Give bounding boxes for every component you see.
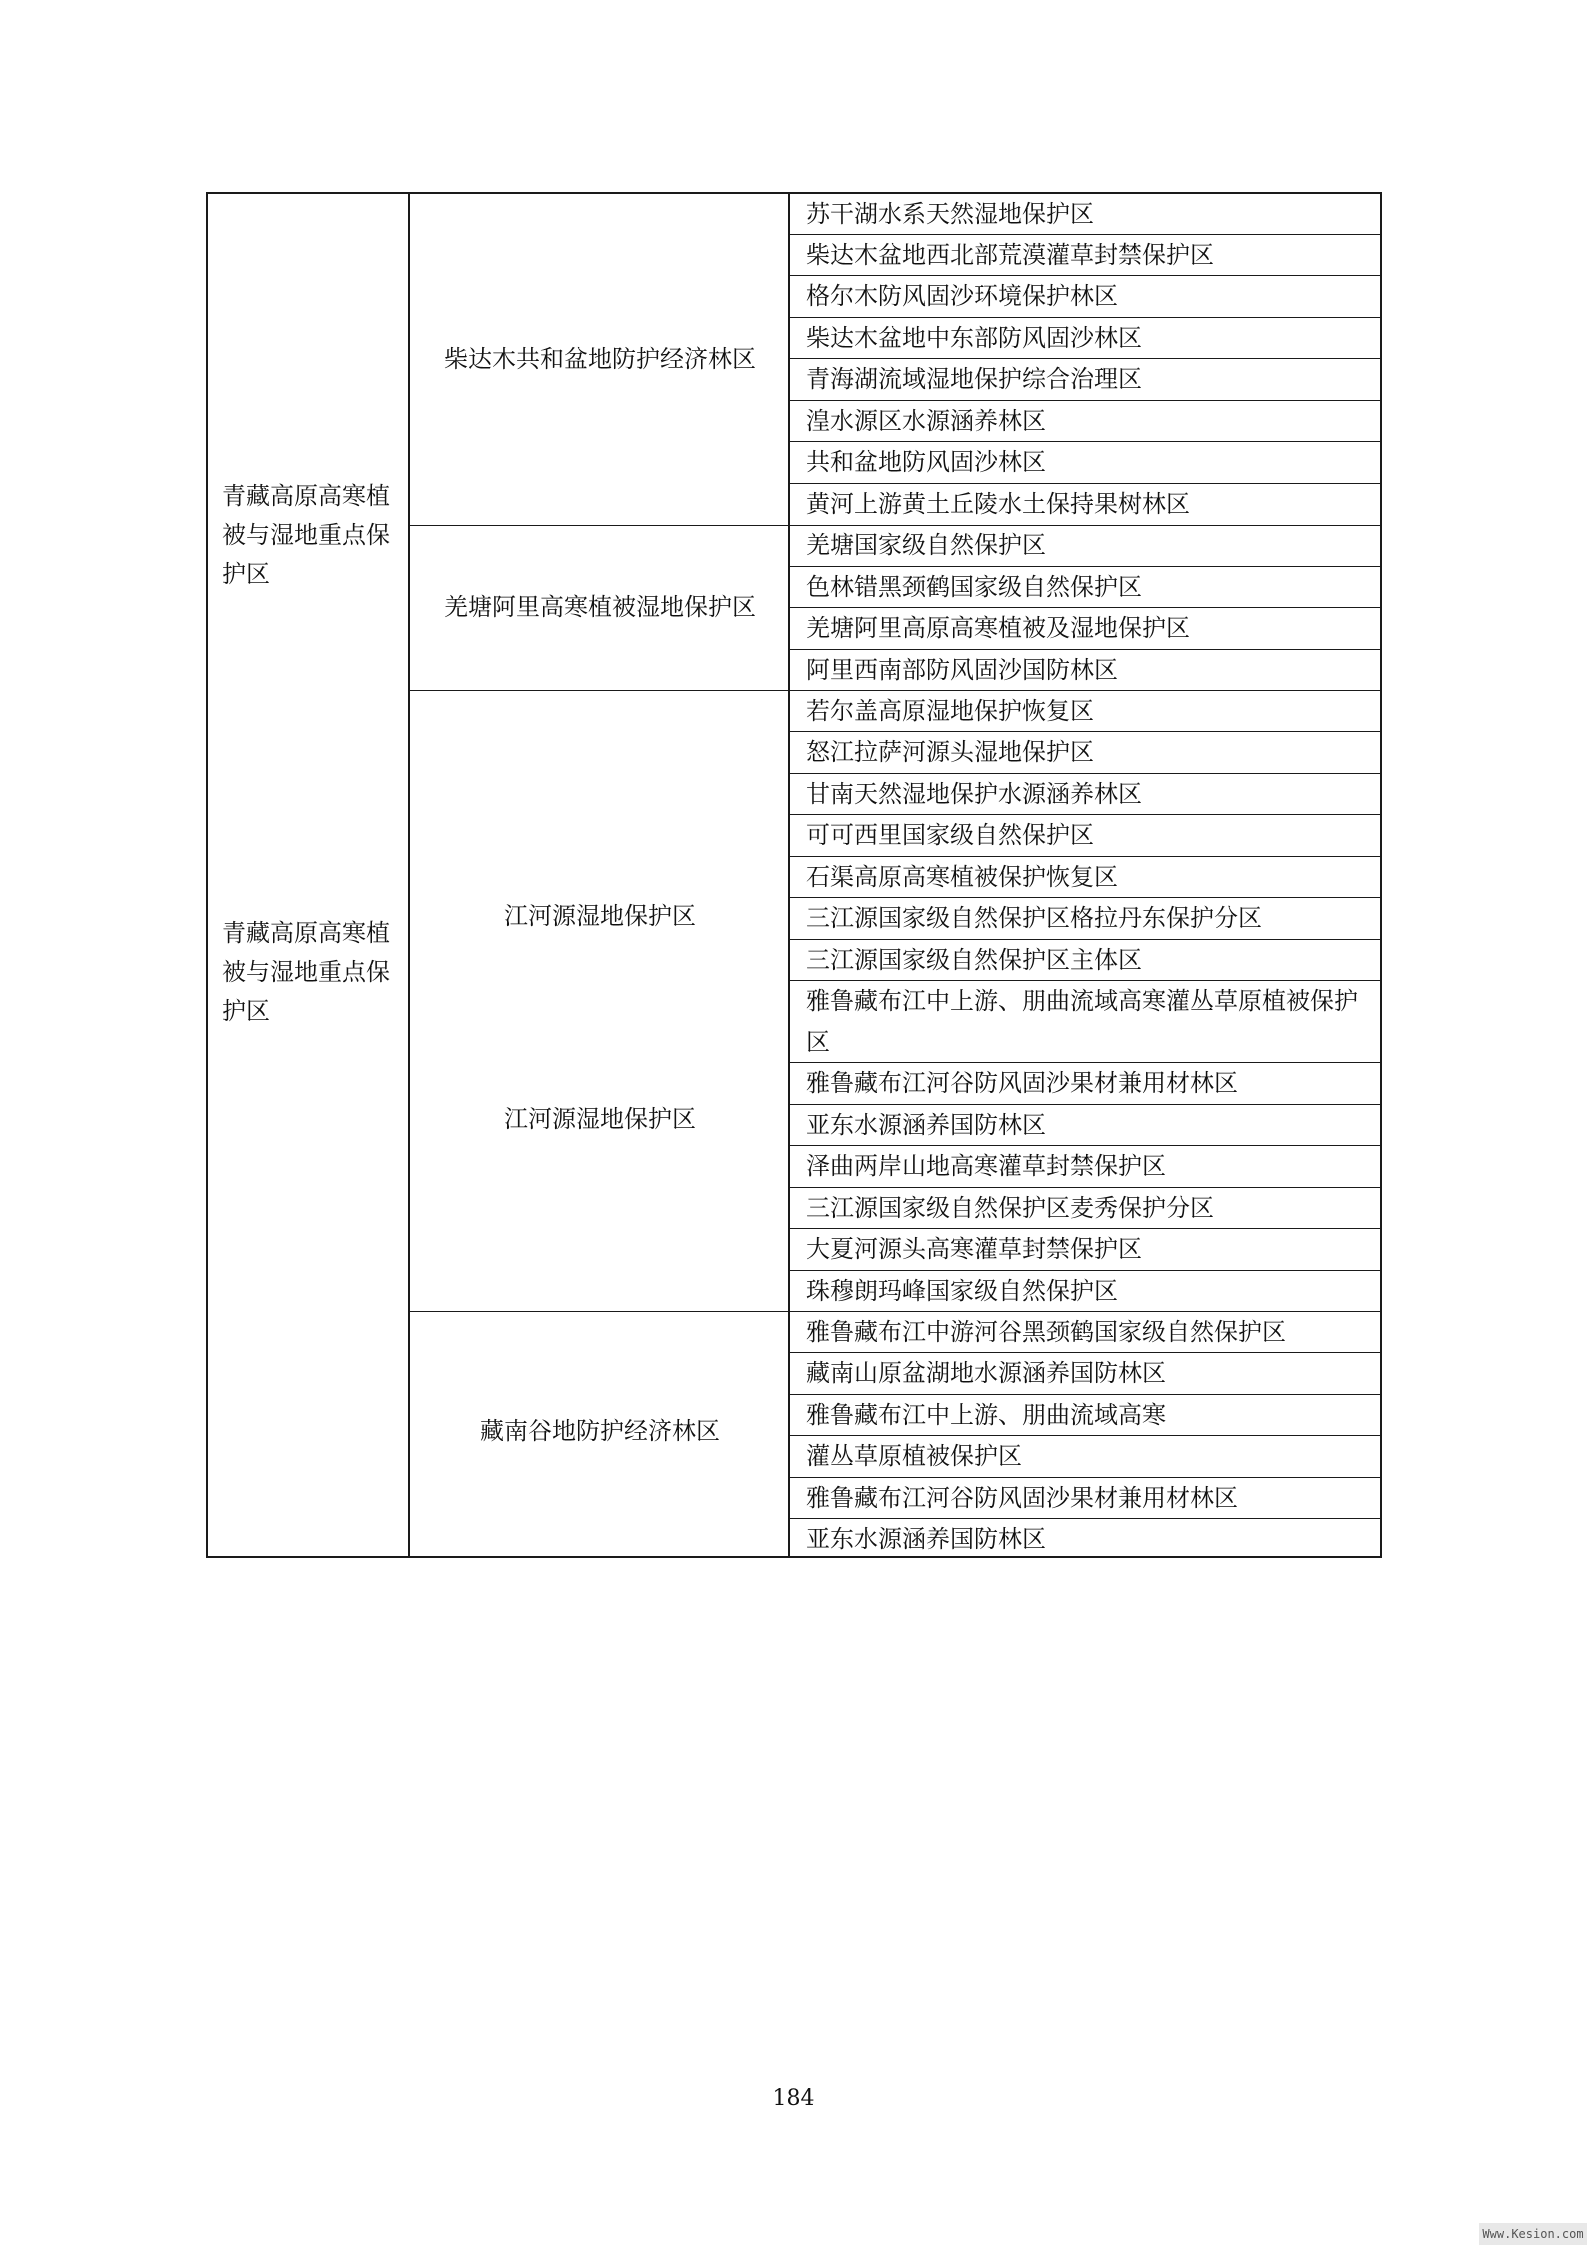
table-row: 阿里西南部防风固沙国防林区	[806, 656, 1118, 684]
zone-label: 江河源湿地保护区	[504, 902, 696, 930]
table-row: 羌塘国家级自然保护区	[806, 531, 1046, 559]
table-row: 三江源国家级自然保护区麦秀保护分区	[806, 1194, 1214, 1222]
zone-label: 柴达木共和盆地防护经济林区	[444, 345, 756, 373]
table-row: 三江源国家级自然保护区主体区	[806, 946, 1142, 974]
column-divider	[408, 194, 410, 1556]
protection-zone-table	[206, 192, 1382, 1558]
table-row: 柴达木盆地中东部防风固沙林区	[806, 324, 1142, 352]
table-row: 色林错黑颈鹤国家级自然保护区	[806, 573, 1142, 601]
table-row: 雅鲁藏布江中上游、朋曲流域高寒	[806, 1401, 1166, 1429]
table-row: 大夏河源头高寒灌草封禁保护区	[806, 1235, 1142, 1263]
table-row: 石渠高原高寒植被保护恢复区	[806, 863, 1118, 891]
table-row: 共和盆地防风固沙林区	[806, 448, 1046, 476]
table-row: 亚东水源涵养国防林区	[806, 1111, 1046, 1139]
region-label: 青藏高原高寒植被与湿地重点保护区	[222, 482, 390, 588]
table-row: 若尔盖高原湿地保护恢复区	[806, 697, 1094, 725]
table-row: 怒江拉萨河源头湿地保护区	[806, 738, 1094, 766]
page-number: 184	[772, 2086, 815, 2111]
table-row: 可可西里国家级自然保护区	[806, 821, 1094, 849]
table-row: 灌丛草原植被保护区	[806, 1442, 1022, 1470]
table-row: 湟水源区水源涵养林区	[806, 407, 1046, 435]
table-row: 甘南天然湿地保护水源涵养林区	[806, 780, 1142, 808]
table-row: 藏南山原盆湖地水源涵养国防林区	[806, 1359, 1166, 1387]
watermark-logo: Www.Kesion.com	[1479, 2223, 1587, 2245]
table-row: 雅鲁藏布江中游河谷黑颈鹤国家级自然保护区	[806, 1318, 1286, 1346]
table-row: 珠穆朗玛峰国家级自然保护区	[806, 1277, 1118, 1305]
table-row: 柴达木盆地西北部荒漠灌草封禁保护区	[806, 241, 1214, 269]
zone-label: 羌塘阿里高寒植被湿地保护区	[444, 593, 756, 621]
table-row: 黄河上游黄土丘陵水土保持果树林区	[806, 490, 1190, 518]
table-row: 青海湖流域湿地保护综合治理区	[806, 365, 1142, 393]
table-row: 雅鲁藏布江河谷防风固沙果材兼用材林区	[806, 1484, 1238, 1512]
table-row: 羌塘阿里高原高寒植被及湿地保护区	[806, 614, 1190, 642]
zone-label: 藏南谷地防护经济林区	[480, 1417, 720, 1445]
table-row: 苏干湖水系天然湿地保护区	[806, 200, 1094, 228]
zone-label: 江河源湿地保护区	[504, 1105, 696, 1133]
table-row: 泽曲两岸山地高寒灌草封禁保护区	[806, 1152, 1166, 1180]
table-row: 亚东水源涵养国防林区	[806, 1525, 1046, 1553]
region-label: 青藏高原高寒植被与湿地重点保护区	[222, 919, 390, 1025]
table-row: 三江源国家级自然保护区格拉丹东保护分区	[806, 904, 1262, 932]
table-row: 格尔木防风固沙环境保护林区	[806, 282, 1118, 310]
table-row: 雅鲁藏布江河谷防风固沙果材兼用材林区	[806, 1069, 1238, 1097]
table-row: 雅鲁藏布江中上游、朋曲流域高寒灌丛草原植被保护区	[806, 987, 1358, 1056]
